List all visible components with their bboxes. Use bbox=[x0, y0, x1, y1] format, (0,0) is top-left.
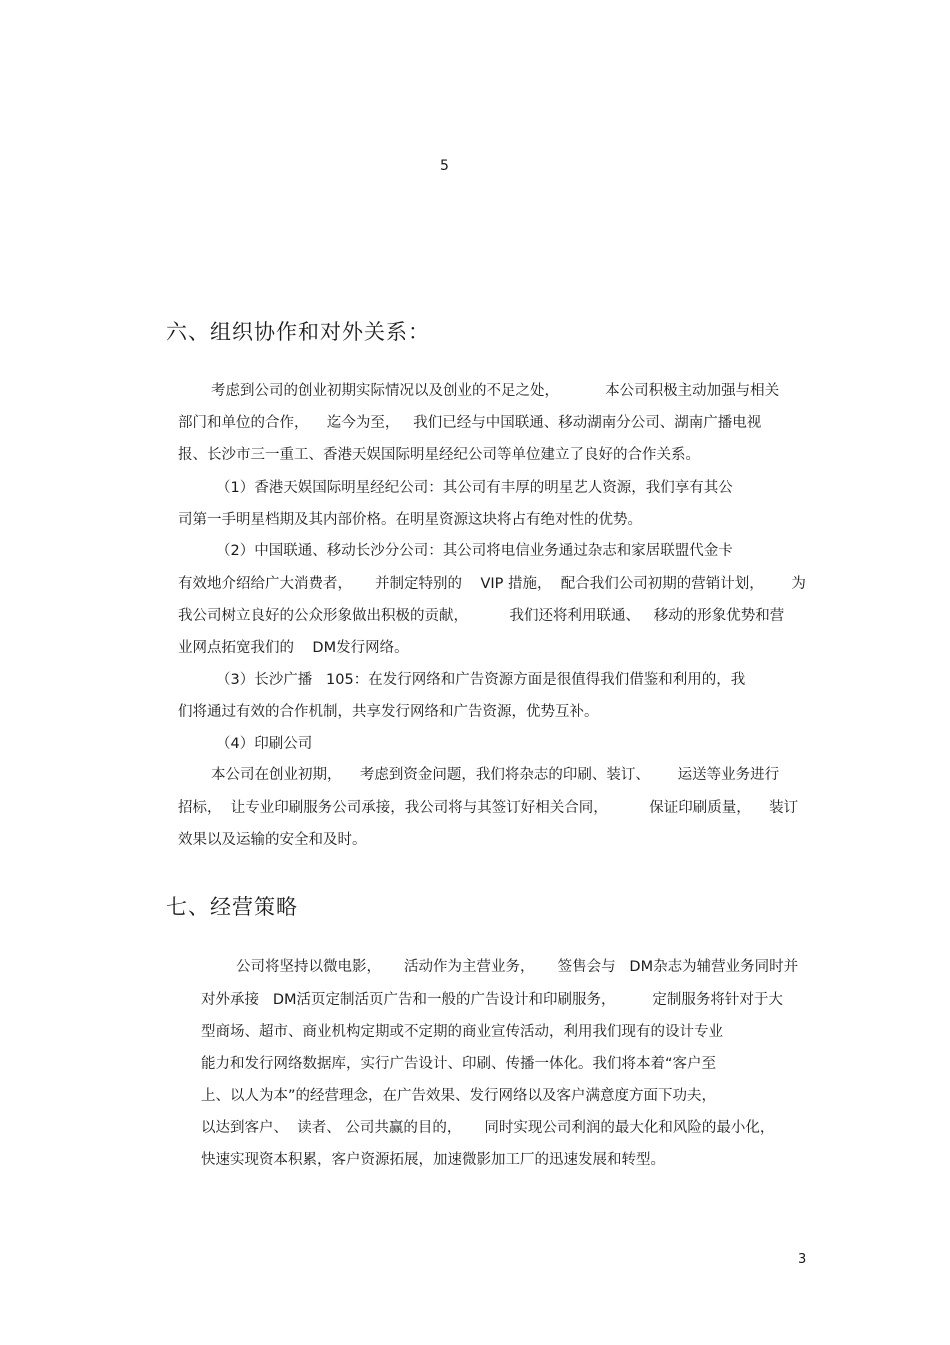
paragraph-line: 考虑到公司的创业初期实际情况以及创业的不足之处， 本公司积极主动加强与相关 bbox=[211, 383, 780, 399]
paragraph-line: 业网点拓宽我们的 DM发行网络。 bbox=[178, 640, 409, 656]
paragraph-line: 招标， 让专业印刷服务公司承接，我公司将与其签订好相关合同， 保证印刷质量， 装订 bbox=[178, 800, 799, 816]
paragraph-line: 公司将坚持以微电影， 活动作为主营业务， 签售会与 DM杂志为辅营业务同时并 bbox=[236, 959, 799, 975]
paragraph-line: 有效地介绍给广大消费者， 并制定特别的 VIP 措施， 配合我们公司初期的营销计划， 为 bbox=[178, 576, 806, 592]
paragraph-line: 司第一手明星档期及其内部价格。在明星资源这块将占有绝对性的优势。 bbox=[178, 512, 642, 528]
paragraph-line: 以达到客户、 读者、 公司共赢的目的， 同时实现公司利润的最大化和风险的最小化， bbox=[201, 1120, 775, 1136]
paragraph-line: 上、以人为本”的经营理念，在广告效果、发行网络以及客户满意度方面下功夫， bbox=[201, 1088, 717, 1104]
paragraph-line: 们将通过有效的合作机制，共享发行网络和广告资源，优势互补。 bbox=[178, 704, 599, 720]
paragraph-line: 型商场、超市、商业机构定期或不定期的商业宣传活动，利用我们现有的设计专业 bbox=[201, 1024, 723, 1040]
paragraph-line: 部门和单位的合作， 迄今为至， 我们已经与中国联通、移动湖南分公司、湖南广播电视 bbox=[178, 415, 762, 431]
paragraph-line: 对外承接 DM活页定制活页广告和一般的广告设计和印刷服务， 定制服务将针对于大 bbox=[201, 992, 783, 1008]
section-heading-strategy: 七、经营策略 bbox=[166, 895, 298, 919]
paragraph-line: （1）香港天娱国际明星经纪公司：其公司有丰厚的明星艺人资源，我们享有其公 bbox=[216, 480, 733, 496]
paragraph-line: （3）长沙广播 105：在发行网络和广告资源方面是很值得我们借鉴和利用的，我 bbox=[216, 672, 746, 688]
page-number-top: 5 bbox=[440, 158, 449, 174]
paragraph-line: （2）中国联通、移动长沙分公司：其公司将电信业务通过杂志和家居联盟代金卡 bbox=[216, 543, 733, 559]
paragraph-line: 能力和发行网络数据库，实行广告设计、印刷、传播一体化。我们将本着“客户至 bbox=[201, 1056, 717, 1072]
paragraph-line: 报、长沙市三一重工、香港天娱国际明星经纪公司等单位建立了良好的合作关系。 bbox=[178, 447, 700, 463]
paragraph-line: 快速实现资本积累，客户资源拓展，加速微影加工厂的迅速发展和转型。 bbox=[201, 1152, 665, 1168]
paragraph-line: 效果以及运输的安全和及时。 bbox=[178, 832, 367, 848]
section-heading-organization: 六、组织协作和对外关系： bbox=[166, 320, 430, 344]
paragraph-line: 我公司树立良好的公众形象做出积极的贡献， 我们还将利用联通、 移动的形象优势和营 bbox=[178, 608, 785, 624]
page-number-bottom: 3 bbox=[798, 1252, 807, 1267]
paragraph-line: 本公司在创业初期， 考虑到资金问题，我们将杂志的印刷、装订、 运送等业务进行 bbox=[211, 767, 780, 783]
paragraph-line: （4）印刷公司 bbox=[216, 736, 313, 752]
